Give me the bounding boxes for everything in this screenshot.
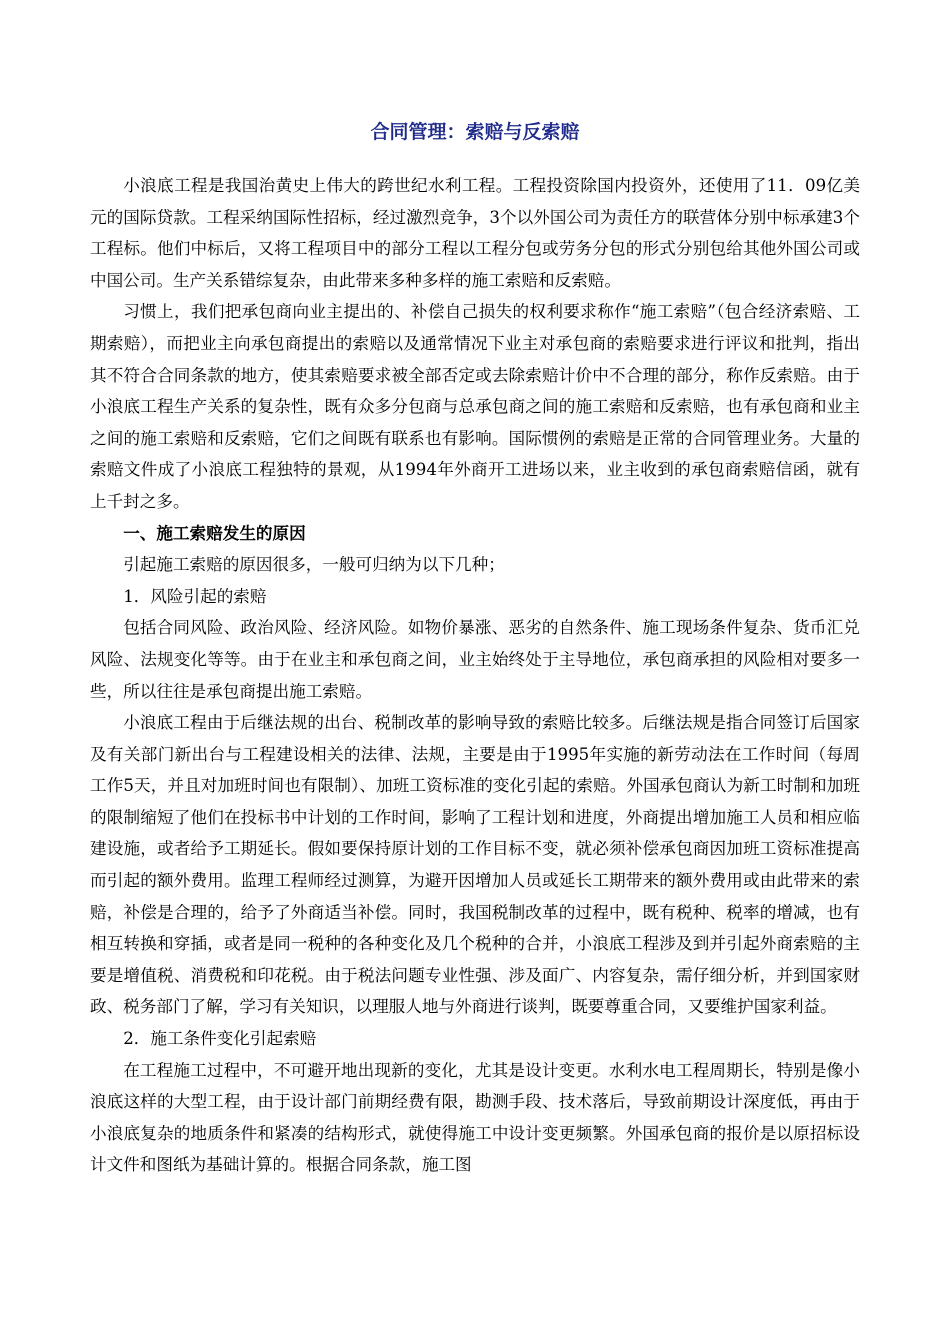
risk-paragraph: 包括合同风险、政治风险、经济风险。如物价暴涨、恶劣的自然条件、施工现场条件复杂、货币汇兑风险、法规变化等等。由于在业主和承包商之间，业主始终处于主导地位，承包商承担的风险相对要多一些，所以往往是承包商提出施工索赔。: [90, 618, 860, 701]
definition-paragraph: 习惯上，我们把承包商向业主提出的、补偿自己损失的权利要求称作“施工索赔”（包合经济索赔、工期索赔），而把业主向承包商提出的索赔以及通常情况下业主对承包商的索赔要求进行评议和批判，指出其不符合合同条款的地方，使其索赔要求被全部否定或去除索赔计价中不合理的部分，称作反索赔。由于小浪底工程生产关系的复杂性，既有众多分包商与总承包商之间的施工索赔和反索赔，也有承包商和业主之间的施工索赔和反索赔，它们之间既有联系也有影响。国际惯例的索赔是正常的合同管理业务。大量的索赔文件成了小浪底工程独特的景观，从1994年外商开工进场以来，业主收到的承包商索赔信函，就有上千封之多。: [90, 302, 860, 511]
causes-intro-paragraph: 引起施工索赔的原因很多，一般可归纳为以下几种；: [123, 555, 505, 575]
condition-change-paragraph: 在工程施工过程中，不可避开地出现新的变化，尤其是设计变更。水利水电工程周期长，特别是像小浪底这样的大型工程，由于设计部门前期经费有限，勘测手段、技术落后，导致前期设计深度低，再由于小浪底复杂的地质条件和紧凑的结构形式，就使得施工中设计变更频繁。外国承包商的报价是以原招标设计文件和图纸为基础计算的。根据合同条款，施工图: [90, 1060, 860, 1175]
subheading-condition-change-claims: 2．施工条件变化引起索赔: [123, 1029, 317, 1049]
document-title: 合同管理：索赔与反索赔: [370, 121, 580, 143]
intro-paragraph: 小浪底工程是我国治黄史上伟大的跨世纪水利工程。工程投资除国内投资外，还使用了11．09亿美元的国际贷款。工程采纳国际性招标，经过激烈竞争，3个以外国公司为责任方的联营体分别中标承建3个工程标。他们中标后，又将工程项目中的部分工程以工程分包或劳务分包的形式分别包给其他外国公司或中国公司。生产关系错综复杂，由此带来多种多样的施工索赔和反索赔。: [90, 176, 860, 290]
regulation-tax-paragraph: 小浪底工程由于后继法规的出台、税制改革的影响导致的索赔比较多。后继法规是指合同签订后国家及有关部门新出台与工程建设相关的法律、法规，主要是由于1995年实施的新劳动法在工作时间（每周工作5天，并且对加班时间也有限制）、加班工资标准的变化引起的索赔。外国承包商认为新工时制和加班的限制缩短了他们在投标书中计划的工作时间，影响了工程计划和进度，外商提出增加施工人员和相应临建设施，或者给予工期延长。假如要保持原计划的工作目标不变，就必须补偿承包商因加班工资标准提高而引起的额外费用。监理工程师经过测算，为避开因增加人员或延长工期带来的额外费用或由此带来的索赔，补偿是合理的，给予了外商适当补偿。同时，我国税制改革的过程中，既有税种、税率的增减，也有相互转换和穿插，或者是同一税种的各种变化及几个税种的合并，小浪底工程涉及到并引起外商索赔的主要是增值税、消费税和印花税。由于税法问题专业性强、涉及面广、内容复杂，需仔细分析，并到国家财政、税务部门了解，学习有关知识，以理服人地与外商进行谈判，既要尊重合同，又要维护国家利益。: [90, 713, 860, 1017]
subheading-risk-claims: 1．风险引起的索赔: [123, 586, 267, 606]
document-body: [90, 170, 860, 1181]
section-heading-causes: 一、施工索赔发生的原因: [123, 523, 306, 543]
